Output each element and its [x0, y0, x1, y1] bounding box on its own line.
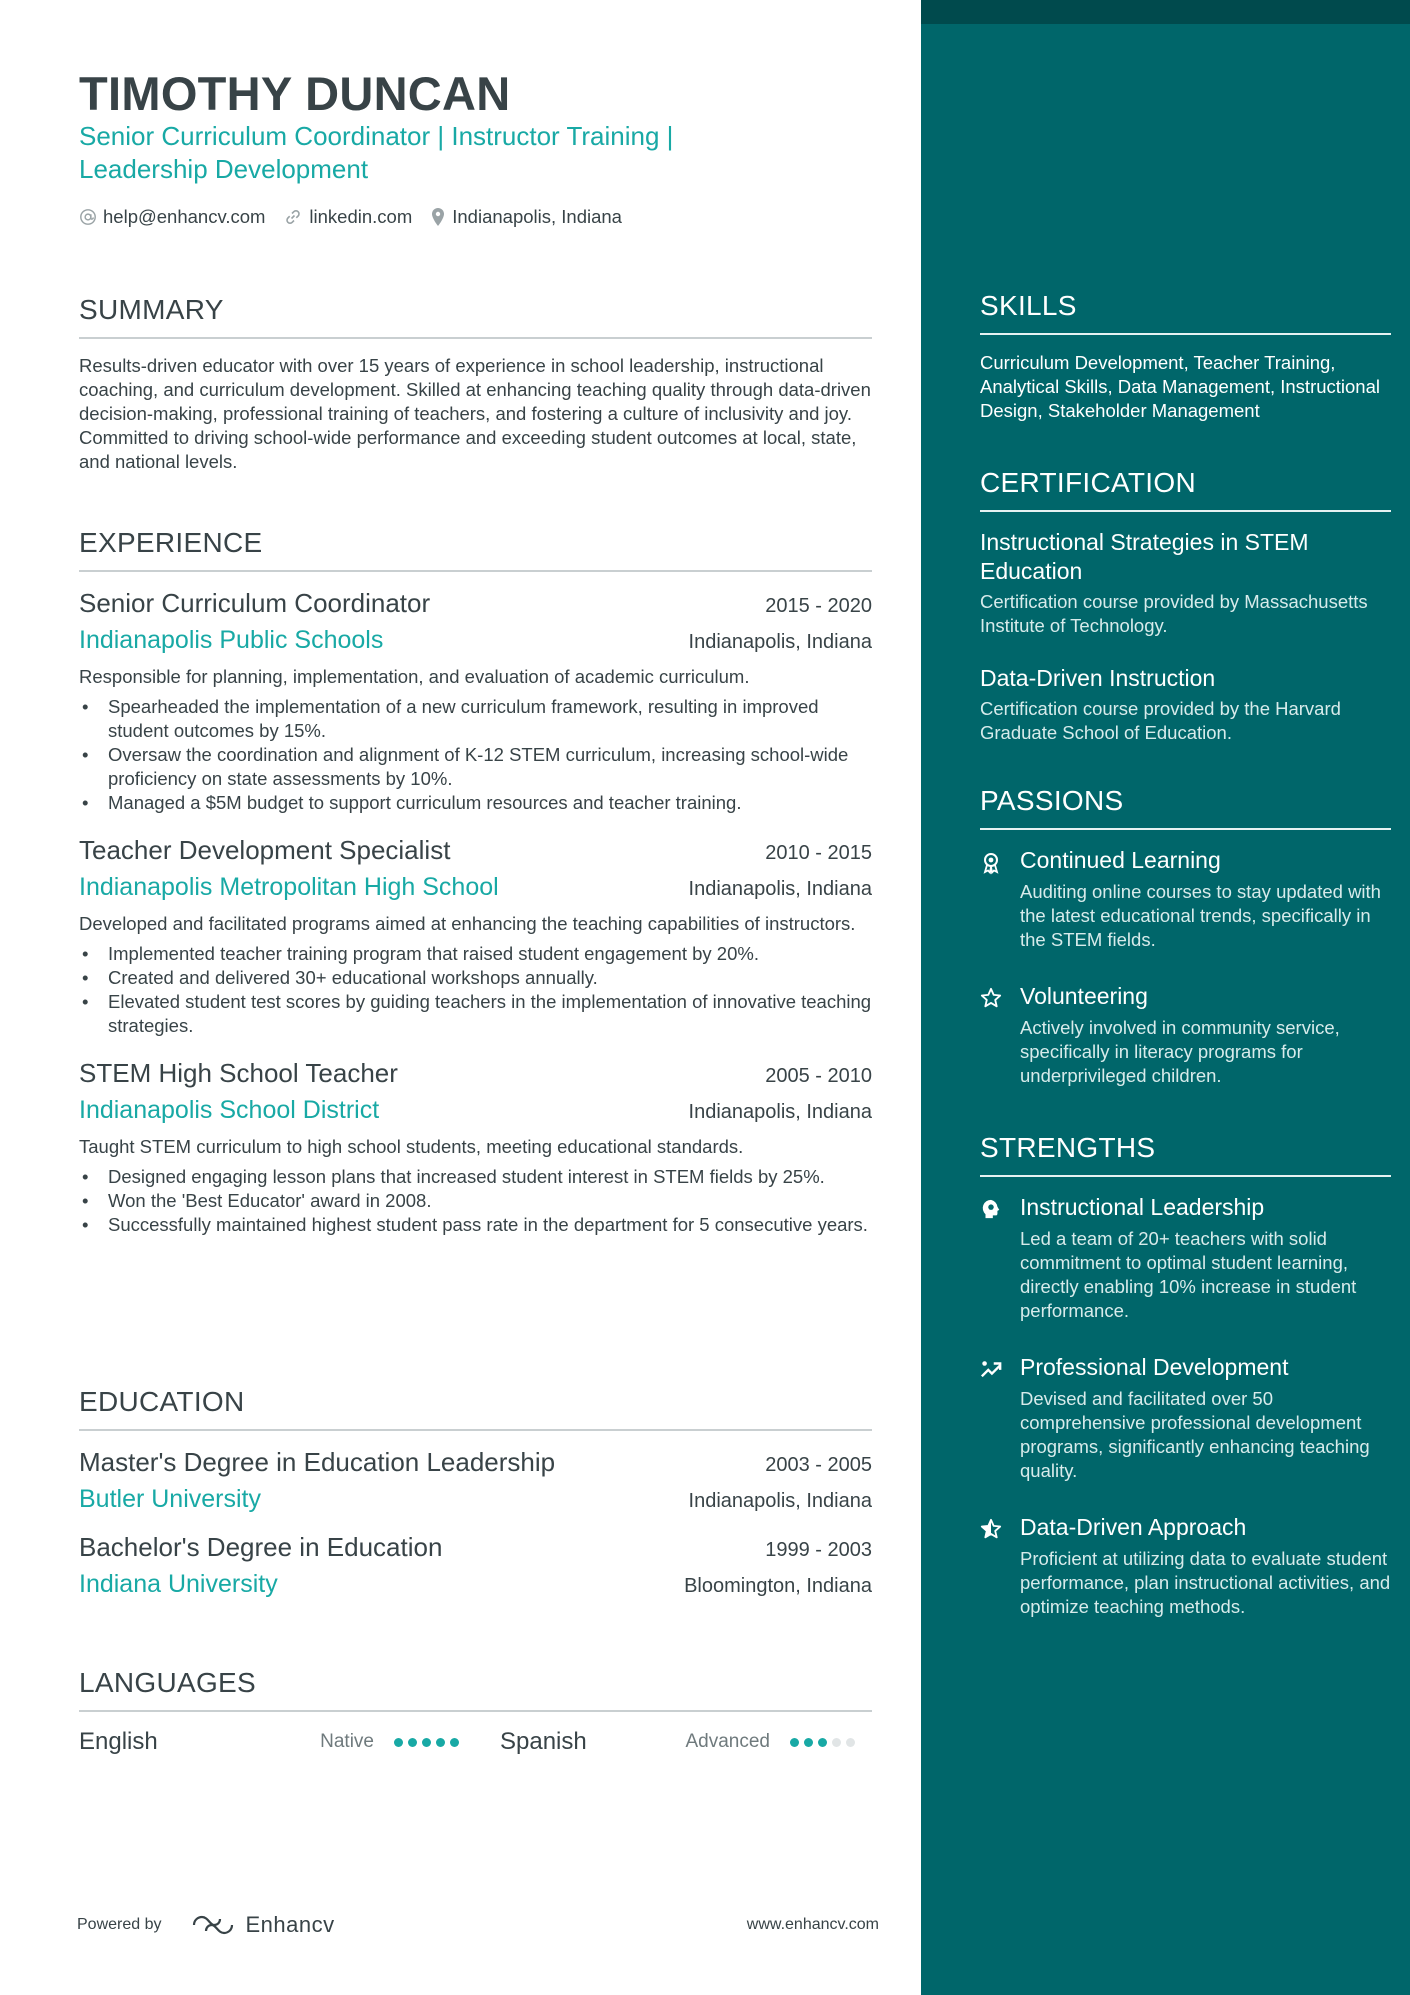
language-name: English	[79, 1728, 158, 1755]
school-location: Bloomington, Indiana	[684, 1575, 872, 1597]
job-bullet: • Spearheaded the implementation of a new curriculum framework, resulting in improved student outcomes by 15%.	[79, 695, 872, 743]
job-role: Senior Curriculum Coordinator	[79, 588, 431, 618]
job-description: Taught STEM curriculum to high school students, meeting educational standards.	[79, 1136, 744, 1157]
powered-by-label: Powered by	[77, 1916, 162, 1933]
job-bullets	[79, 1165, 872, 1237]
passion-title: Continued Learning	[1020, 847, 1221, 873]
education-heading: EDUCATION	[79, 1386, 872, 1431]
headline	[79, 120, 799, 186]
footer	[77, 1912, 879, 1938]
contact-linkedin[interactable]	[283, 206, 412, 228]
certification-title: Instructional Strategies in STEM Education	[980, 529, 1309, 584]
school-name: Butler University	[79, 1485, 261, 1513]
job-organization: Indianapolis School District	[79, 1096, 380, 1124]
language-name: Spanish	[500, 1728, 587, 1755]
school-location: Indianapolis, Indiana	[688, 1490, 872, 1512]
headline-line-1: Senior Curriculum Coordinator | Instructor Training |	[79, 121, 674, 151]
degree-title: Bachelor's Degree in Education	[79, 1532, 443, 1562]
passions-section	[980, 785, 1391, 1088]
sidebar	[921, 0, 1410, 1995]
language-level: Advanced	[685, 1731, 770, 1752]
proficiency-dot-filled	[436, 1738, 445, 1747]
proficiency-dot-filled	[818, 1738, 827, 1747]
certification-section	[980, 467, 1391, 745]
proficiency-dot-filled	[804, 1738, 813, 1747]
job-bullet: • Designed engaging lesson plans that increased student interest in STEM fields by 25%.	[79, 1165, 872, 1189]
proficiency-dot-filled	[422, 1738, 431, 1747]
website-link[interactable]: www.enhancv.com	[746, 1916, 879, 1933]
passion-item	[980, 846, 1391, 952]
location-text: Indianapolis, Indiana	[452, 206, 622, 227]
strength-title: Professional Development	[1020, 1354, 1289, 1380]
chart-growth-icon	[980, 1353, 1002, 1483]
at-icon	[79, 208, 97, 226]
job-bullet: • Won the 'Best Educator' award in 2008.	[79, 1189, 872, 1213]
job-bullet: • Oversaw the coordination and alignment of K-12 STEM curriculum, increasing school-wide proficiency on state assessments by 10%.	[79, 743, 872, 791]
summary-text: Results-driven educator with over 15 years of experience in school leadership, instructional coaching, and curriculum development. Skilled at enhancing teaching quality through data-driven decision-making, professional training of teachers, and fostering a culture of inclusivity and joy. Committed to driving school-wide performance and exceeding student outcomes at local, state, and national levels.	[79, 355, 871, 472]
contact-bar	[79, 206, 640, 228]
job-location: Indianapolis, Indiana	[688, 878, 872, 900]
languages-section	[79, 1667, 872, 1758]
job-location: Indianapolis, Indiana	[688, 631, 872, 653]
strength-item	[980, 1353, 1391, 1483]
job-entry	[79, 835, 872, 1038]
strengths-heading: STRENGTHS	[980, 1132, 1391, 1177]
certification-heading: CERTIFICATION	[980, 467, 1391, 512]
strength-description: Devised and facilitated over 50 comprehensive professional development programs, significantly enhancing teaching quality.	[1020, 1388, 1370, 1481]
languages-row	[79, 1726, 872, 1758]
sidebar-content	[980, 290, 1391, 1663]
award-ribbon-icon	[980, 846, 1002, 952]
proficiency-dot-filled	[450, 1738, 459, 1747]
job-organization: Indianapolis Public Schools	[79, 626, 384, 654]
headline-line-2: Leadership Development	[79, 154, 369, 184]
sidebar-top-bar	[921, 0, 1410, 24]
contact-email[interactable]	[79, 206, 265, 228]
proficiency-dot-filled	[790, 1738, 799, 1747]
job-entry	[79, 588, 872, 815]
passion-description: Actively involved in community service, specifically in literacy programs for underprivileged children.	[1020, 1017, 1340, 1086]
job-bullets	[79, 695, 872, 815]
star-half-icon	[980, 1513, 1002, 1619]
strength-title: Data-Driven Approach	[1020, 1514, 1247, 1540]
job-bullet: • Successfully maintained highest student pass rate in the department for 5 consecutive years.	[79, 1213, 872, 1237]
contact-location	[430, 206, 622, 228]
proficiency-dot-filled	[394, 1738, 403, 1747]
certification-item	[980, 528, 1391, 638]
summary-section	[79, 294, 872, 474]
strength-description: Proficient at utilizing data to evaluate student performance, plan instructional activities, and optimize teaching methods.	[1020, 1548, 1391, 1617]
degree-title: Master's Degree in Education Leadership	[79, 1447, 556, 1477]
job-bullet: • Managed a $5M budget to support curriculum resources and teacher training.	[79, 791, 872, 815]
passions-heading: PASSIONS	[980, 785, 1391, 830]
strength-title: Instructional Leadership	[1020, 1194, 1265, 1220]
passion-title: Volunteering	[1020, 983, 1148, 1009]
certification-description: Certification course provided by Massachusetts Institute of Technology.	[980, 591, 1368, 636]
school-name: Indiana University	[79, 1570, 278, 1598]
passion-item	[980, 982, 1391, 1088]
enhancv-logo-icon	[190, 1913, 236, 1937]
education-section	[79, 1386, 872, 1599]
proficiency-dot-filled	[408, 1738, 417, 1747]
certification-item	[980, 664, 1391, 745]
language-item	[500, 1728, 872, 1756]
skills-text: Curriculum Development, Teacher Training, Analytical Skills, Data Management, Instructional Design, Stakeholder Management	[980, 352, 1380, 421]
job-bullet: • Elevated student test scores by guiding teachers in the implementation of innovative teaching strategies.	[79, 990, 872, 1038]
job-organization: Indianapolis Metropolitan High School	[79, 873, 499, 901]
job-bullet: • Implemented teacher training program that raised student engagement by 20%.	[79, 942, 872, 966]
job-role: Teacher Development Specialist	[79, 835, 451, 865]
job-entry	[79, 1058, 872, 1237]
head-brain-icon	[980, 1193, 1002, 1323]
experience-heading: EXPERIENCE	[79, 527, 872, 572]
language-proficiency-dots	[790, 1738, 860, 1747]
education-dates: 2003 - 2005	[765, 1454, 872, 1476]
skills-heading: SKILLS	[980, 290, 1391, 335]
job-description: Responsible for planning, implementation, and evaluation of academic curriculum.	[79, 666, 750, 687]
powered-by	[77, 1912, 335, 1938]
languages-heading: LANGUAGES	[79, 1667, 872, 1712]
passion-description: Auditing online courses to stay updated with the latest educational trends, specifically in the STEM fields.	[1020, 881, 1381, 950]
job-bullet: • Created and delivered 30+ educational workshops annually.	[79, 966, 872, 990]
strength-item	[980, 1513, 1391, 1619]
strengths-section	[980, 1132, 1391, 1619]
job-location: Indianapolis, Indiana	[688, 1101, 872, 1123]
strength-item	[980, 1193, 1391, 1323]
brand-name: Enhancv	[245, 1912, 335, 1937]
language-item	[79, 1728, 479, 1756]
star-outline-icon	[980, 982, 1002, 1088]
language-proficiency-dots	[394, 1738, 464, 1747]
email-text: help@enhancv.com	[103, 206, 266, 227]
education-entry	[79, 1532, 872, 1599]
summary-heading: SUMMARY	[79, 294, 872, 339]
job-dates: 2005 - 2010	[765, 1065, 872, 1087]
job-bullets	[79, 942, 872, 1038]
link-icon	[283, 207, 303, 227]
job-description: Developed and facilitated programs aimed at enhancing the teaching capabilities of instructors.	[79, 913, 856, 934]
experience-section	[79, 527, 872, 1237]
language-level: Native	[320, 1731, 374, 1752]
proficiency-dot-empty	[832, 1738, 841, 1747]
education-dates: 1999 - 2003	[765, 1539, 872, 1561]
certification-description: Certification course provided by the Harvard Graduate School of Education.	[980, 698, 1341, 743]
job-role: STEM High School Teacher	[79, 1058, 398, 1088]
skills-section	[980, 290, 1391, 423]
map-pin-icon	[430, 207, 446, 227]
linkedin-text: linkedin.com	[309, 206, 413, 227]
certification-title: Data-Driven Instruction	[980, 665, 1216, 691]
brand-logo[interactable]	[190, 1912, 335, 1938]
education-entry	[79, 1447, 872, 1514]
candidate-name: TIMOTHY DUNCAN	[79, 67, 511, 120]
job-dates: 2015 - 2020	[765, 595, 872, 617]
proficiency-dot-empty	[846, 1738, 855, 1747]
job-dates: 2010 - 2015	[765, 842, 872, 864]
strength-description: Led a team of 20+ teachers with solid commitment to optimal student learning, directly enabling 10% increase in student performance.	[1020, 1228, 1357, 1321]
